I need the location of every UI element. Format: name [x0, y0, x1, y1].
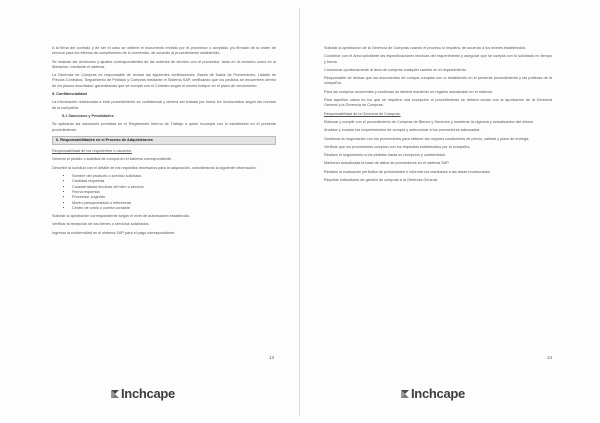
paragraph: Solicitar la aprobación correspondiente según el nivel de autorización establecido. [52, 214, 191, 219]
list-item: ▪ Características técnicas del bien o servicio [72, 185, 276, 190]
left-page-body [52, 46, 276, 239]
subsection-heading: 5.1 Sanciones y Penalidades [62, 113, 114, 118]
paragraph: Realizar la evaluación periódica de proveedores e informar los resultados a las áreas involucradas. [324, 169, 491, 174]
responsibility-title: Responsabilidad de la Gerencia de Compras: [324, 111, 401, 116]
paragraph: Generar el pedido o solicitud de compra en el sistema correspondiente. [52, 157, 173, 162]
paragraph: Gestionar la negociación con los proveedores para obtener las mejores condiciones de precio, calidad y plazo de entrega. [324, 136, 530, 141]
paragraph: Verificar la recepción de los bienes o servicios solicitados. [52, 222, 150, 227]
paragraph: Elaborar y cumplir con el procedimiento de Compras de Bienes y Servicios y mantener la vigencia y actualización del mismo. [324, 119, 535, 124]
paragraph: Reportar indicadores de gestión de compras a la Gerencia General. [324, 178, 438, 183]
logo-wordmark: Inchcape [411, 386, 465, 401]
paragraph: La información relacionada a este procedimiento es confidencial y deberá ser tratada por todos los involucrados según las normas de la compañía. [52, 100, 276, 110]
paragraph: Comunicar oportunamente al área de compras cualquier cambio en el requerimiento. [324, 67, 467, 72]
inchcape-logo [110, 386, 175, 401]
list-item: ▪ Fecha requerida [72, 190, 276, 195]
paragraph: Para las compras recurrentes y continuas se deberá mantener un registro actualizado en el sistema. [324, 89, 493, 94]
page-number: 13 [268, 355, 274, 360]
section-heading: 5. Confidencialidad [52, 92, 87, 97]
list-item: ▪ Centro de costo o cuenta contable [72, 206, 276, 211]
paragraph: Mantener actualizada la base de datos de proveedores en el sistema SAP. [324, 161, 450, 166]
paragraph: A la firma del contrato y de ser el caso se obtiene el documento emitido por el proveedor o aceptado y/o firmado de la orden de servicio para los efectos de cumplimiento de lo convenido, de acuerdo al procedimiento establecido. [52, 46, 276, 56]
paragraph: Describir la solicitud con el detalle de los requisitos necesarios para la adquisición, considerando la siguiente información: [52, 165, 257, 170]
right-page-body [324, 46, 552, 186]
section-heading-bar: 6. Responsabilidades en el Proceso de Adquisiciones [52, 136, 276, 145]
list-item: ▪ Nombre del producto o servicio solicitado [72, 174, 276, 179]
list-item: ▪ Monto presupuestado o referencial [72, 201, 276, 206]
paragraph: Solicitar la aprobación de la Gerencia de Compras cuando el proceso lo requiera, de acuerdo a los niveles establecidos. [324, 46, 527, 50]
inchcape-logo [400, 386, 465, 401]
responsibility-title: Responsabilidad de los requirientes o usuarios: [52, 149, 132, 154]
requirements-list [52, 174, 276, 211]
paragraph: Para aquellos casos en los que se requiera una excepción al procedimiento se deberá contar con la aprobación de la Gerencia General y la Gerencia de Compras. [324, 98, 552, 108]
paragraph: Responsable de revisar que los documentos de compra cumplan con lo establecido en el presente procedimiento y las políticas de la compañía. [324, 76, 552, 86]
right-page [300, 0, 600, 423]
paragraph: Se realizan las revisiones y ajustes correspondientes de las ordenes de servicio con el proveedor, tanto en la creación como en la liberación, mediante el sistema. [52, 59, 276, 69]
list-item: ▪ Cantidad requerida [72, 179, 276, 184]
paragraph: Realizar el seguimiento a los pedidos hasta su recepción y conformidad. [324, 153, 446, 158]
logo-wordmark: Inchcape [121, 386, 175, 401]
list-item: ▪ Proveedor sugerido [72, 195, 276, 200]
page-number: 14 [546, 355, 552, 360]
paragraph: Se aplicarán las sanciones previstas en el Reglamento Interno de Trabajo a quien incumpla con lo establecido en el presente procedimiento. [52, 122, 276, 132]
paragraph: Verificar que los proveedores cumplan con los requisitos establecidos por la compañía. [324, 144, 471, 149]
paragraph: La Gerencia de Compras es responsable de revisar las siguientes verificaciones: Bases de Datos de Proveedores, Listado de Precios Contratos, Seguimiento de Pedidos y Compras mediante el Sistema SAP, verificando que los pedidos se encuentren dentro de los plazos acordados; garantizando que se cumpla con el Contrato según el mismo indique en el plazo de vencimiento. [52, 73, 276, 88]
paragraph: Ingresar la conformidad en el sistema SAP para el pago correspondiente. [52, 230, 176, 235]
paragraph: Analizar y evaluar los requerimientos de compra y seleccionar a los proveedores adecuados. [324, 128, 481, 133]
inchcape-mark-icon [110, 389, 120, 399]
paragraph: Coordinar con el área solicitante las especificaciones técnicas del requerimiento y asegurar que se cumpla con lo solicitado en tiempo y forma. [324, 54, 552, 64]
inchcape-mark-icon [400, 389, 410, 399]
